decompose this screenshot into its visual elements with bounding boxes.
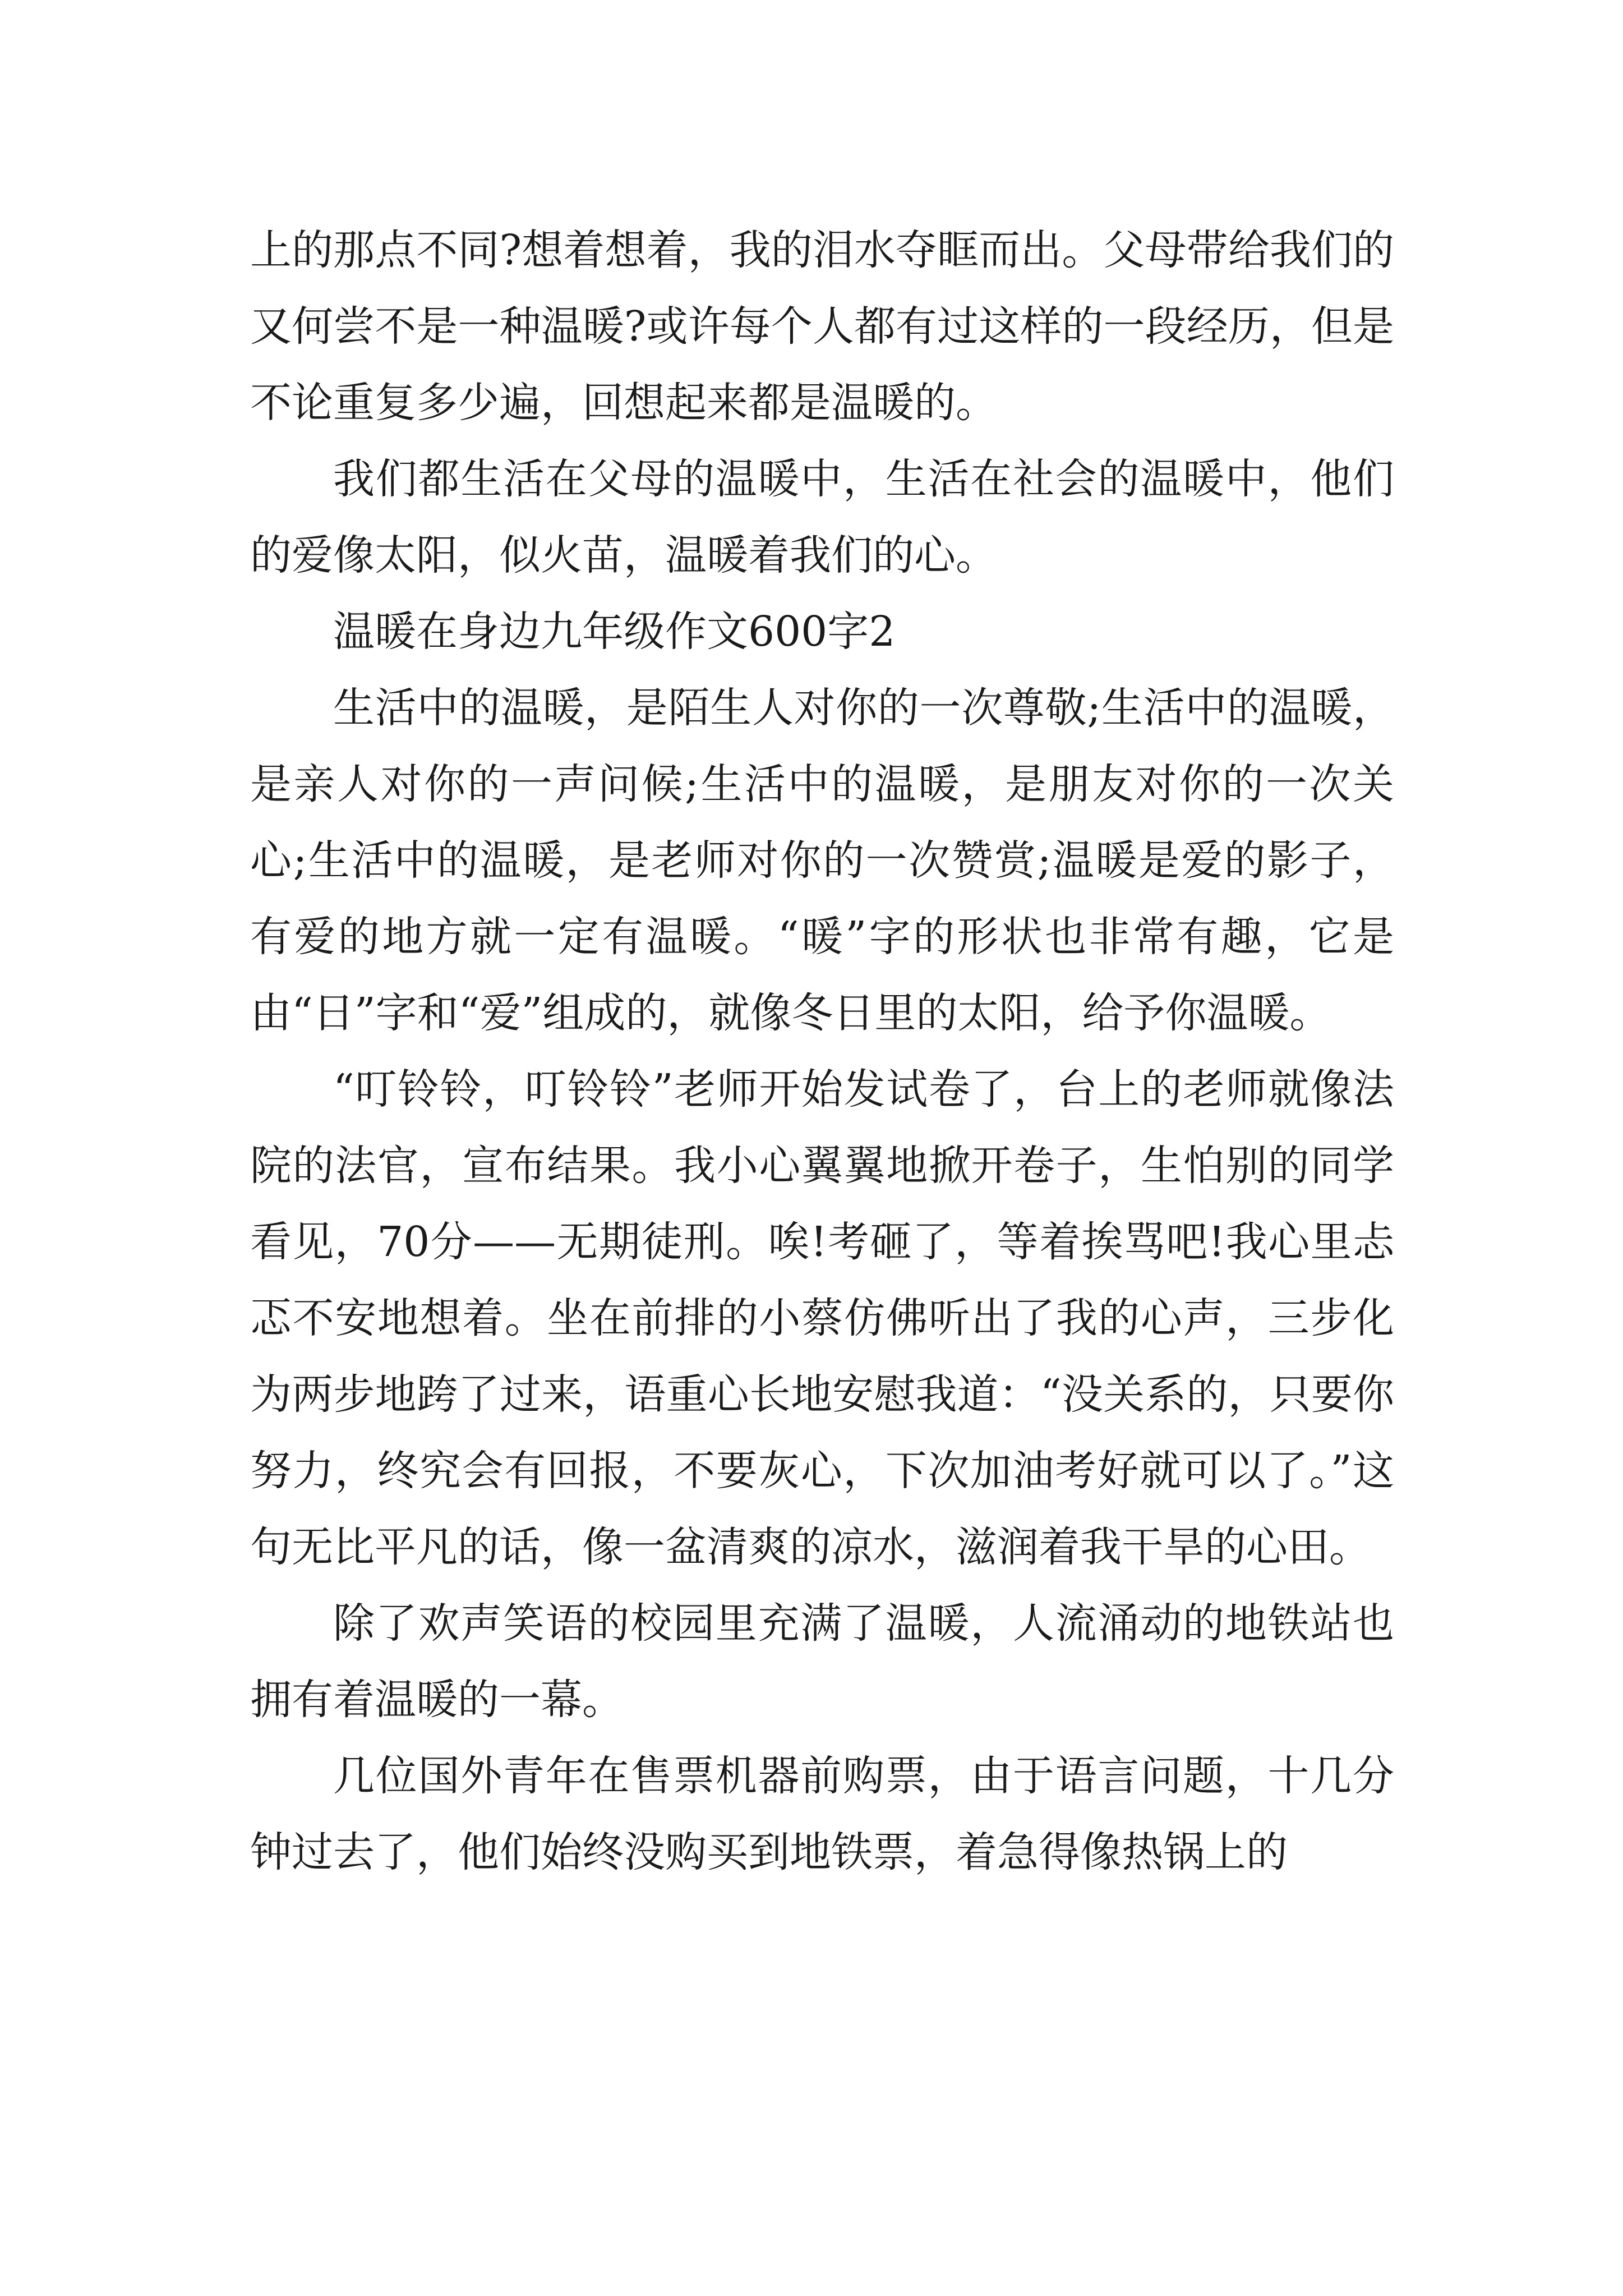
document-body bbox=[250, 212, 1394, 1890]
paragraph: 我们都生活在父母的温暖中，生活在社会的温暖中，他们的爱像太阳，似火苗，温暖着我们的心。 bbox=[250, 455, 1394, 579]
section-heading: 温暖在身边九年级作文600字2 bbox=[333, 608, 896, 656]
paragraph: “叮铃铃，叮铃铃”老师开始发试卷了，台上的老师就像法院的法官，宣布结果。我小心翼翼地掀开卷子，生怕别的同学看见，70分——无期徒刑。唉!考砸了，等着挨骂吧!我心里忐忑不安地想着。坐在前排的小蔡仿佛听出了我的心声，三步化为两步地跨了过来，语重心长地安慰我道：“没关系的，只要你努力，终究会有回报，不要灰心，下次加油考好就可以了。”这句无比平凡的话，像一盆清爽的凉水，滋润着我干旱的心田。 bbox=[250, 1065, 1394, 1571]
paragraph: 几位国外青年在售票机器前购票，由于语言问题，十几分钟过去了，他们始终没购买到地铁票，着急得像热锅上的 bbox=[250, 1752, 1394, 1876]
paragraph: 除了欢声笑语的校园里充满了温暖，人流涌动的地铁站也拥有着温暖的一幕。 bbox=[250, 1599, 1394, 1724]
paragraph: 生活中的温暖，是陌生人对你的一次尊敬;生活中的温暖，是亲人对你的一声问候;生活中的温暖，是朋友对你的一次关心;生活中的温暖，是老师对你的一次赞赏;温暖是爱的影子，有爱的地方就一定有温暖。“暖”字的形状也非常有趣，它是由“日”字和“爱”组成的，就像冬日里的太阳，给予你温暖。 bbox=[250, 684, 1394, 1037]
paragraph: 上的那点不同?想着想着，我的泪水夺眶而出。父母带给我们的又何尝不是一种温暖?或许每个人都有过这样的一段经历，但是不论重复多少遍，回想起来都是温暖的。 bbox=[250, 226, 1394, 427]
